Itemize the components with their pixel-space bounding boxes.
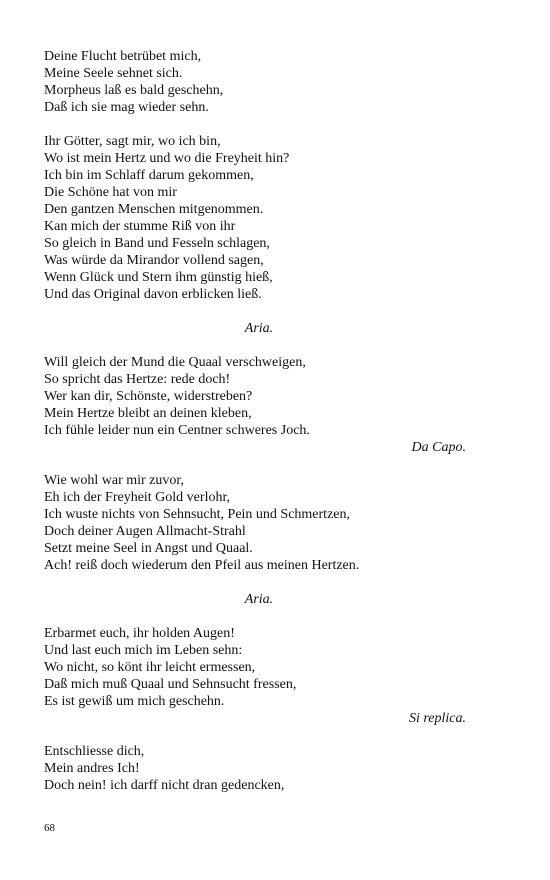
aria-heading: Aria. xyxy=(244,321,274,336)
verse-line: Will gleich der Mund die Quaal verschweigen, xyxy=(44,355,306,370)
verse-line: Es ist gewiß um mich geschehn. xyxy=(44,694,225,709)
stanza-4 xyxy=(44,743,474,794)
verse-line: So spricht das Hertze: rede doch! xyxy=(44,372,231,387)
verse-line: So gleich in Band und Fesseln schlagen, xyxy=(44,236,270,251)
page-number: 68 xyxy=(44,822,55,834)
verse-line: Wo ist mein Hertz und wo die Freyheit hin? xyxy=(44,151,290,166)
verse-line: Ich bin im Schlaff darum gekommen, xyxy=(44,168,254,183)
verse-line: Entschliesse dich, xyxy=(44,744,145,759)
si-replica-cue: Si replica. xyxy=(408,711,466,726)
verse-text xyxy=(44,48,474,811)
aria-heading: Aria. xyxy=(244,592,274,607)
verse-line: Den gantzen Menschen mitgenommen. xyxy=(44,202,264,217)
da-capo-cue: Da Capo. xyxy=(411,440,466,455)
verse-line: Meine Seele sehnet sich. xyxy=(44,66,183,81)
verse-line: Doch nein! ich darff nicht dran gedencken, xyxy=(44,778,285,793)
verse-line: Eh ich der Freyheit Gold verlohr, xyxy=(44,490,231,505)
verse-line: Mein andres Ich! xyxy=(44,761,140,776)
verse-line: Deine Flucht betrübet mich, xyxy=(44,49,202,64)
verse-line: Wenn Glück und Stern ihm günstig hieß, xyxy=(44,270,273,285)
verse-line: Ihr Götter, sagt mir, wo ich bin, xyxy=(44,134,221,149)
verse-line: Wie wohl war mir zuvor, xyxy=(44,473,184,488)
verse-line: Erbarmet euch, ihr holden Augen! xyxy=(44,626,235,641)
verse-line: Ach! reiß doch wiederum den Pfeil aus meinen Hertzen. xyxy=(44,558,360,573)
verse-line: Und last euch mich im Leben sehn: xyxy=(44,643,243,658)
verse-line: Wer kan dir, Schönste, widerstreben? xyxy=(44,389,253,404)
aria-1 xyxy=(44,354,474,439)
stanza-1 xyxy=(44,48,474,116)
verse-line: Daß ich sie mag wieder sehn. xyxy=(44,100,209,115)
verse-line: Ich fühle leider nun ein Centner schweres Joch. xyxy=(44,423,310,438)
verse-line: Morpheus laß es bald geschehn, xyxy=(44,83,224,98)
verse-line: Setzt meine Seel in Angst und Quaal. xyxy=(44,541,253,556)
verse-line: Was würde da Mirandor vollend sagen, xyxy=(44,253,264,268)
verse-line: Und das Original davon erblicken ließ. xyxy=(44,287,262,302)
verse-line: Wo nicht, so könt ihr leicht ermessen, xyxy=(44,660,256,675)
verse-line: Mein Hertze bleibt an deinen kleben, xyxy=(44,406,252,421)
verse-line: Daß mich muß Quaal und Sehnsucht fressen, xyxy=(44,677,297,692)
verse-line: Die Schöne hat von mir xyxy=(44,185,177,200)
stanza-2 xyxy=(44,133,474,303)
verse-line: Kan mich der stumme Riß von ihr xyxy=(44,219,236,234)
aria-2 xyxy=(44,625,474,710)
verse-line: Ich wuste nichts von Sehnsucht, Pein und Schmertzen, xyxy=(44,507,351,522)
verse-line: Doch deiner Augen Allmacht-Strahl xyxy=(44,524,246,539)
stanza-3 xyxy=(44,472,474,574)
